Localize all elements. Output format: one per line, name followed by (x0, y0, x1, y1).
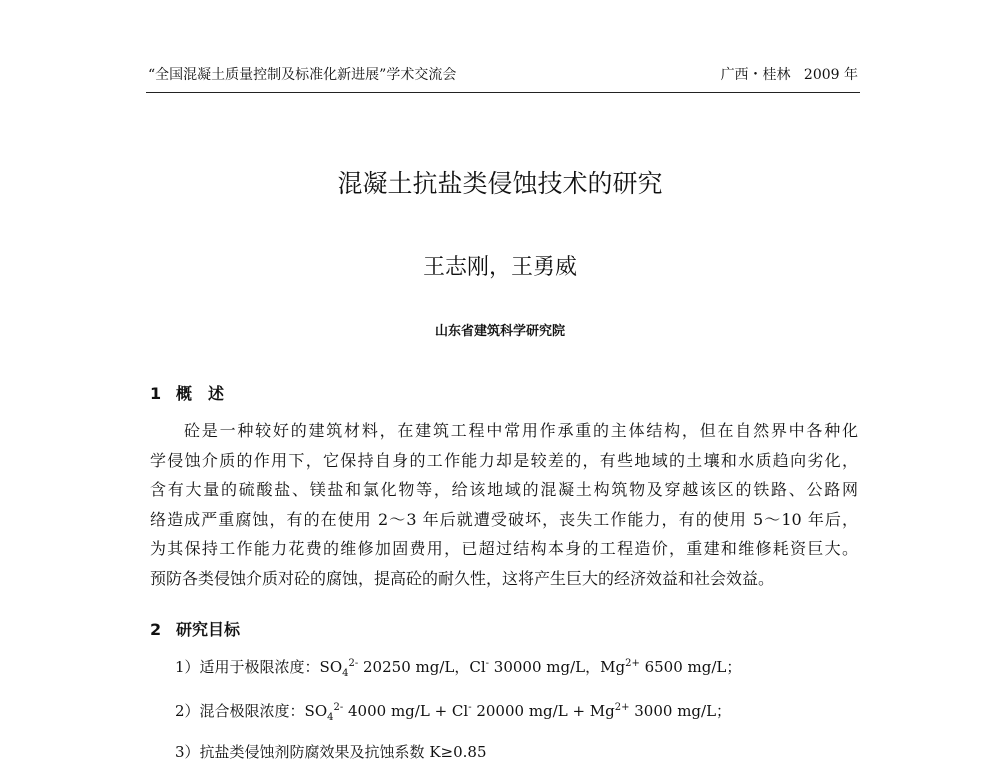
superscript: 2+ (614, 702, 630, 713)
item-text: 6500 mg/L； (639, 658, 742, 676)
affiliation: 山东省建筑科学研究院 (434, 324, 565, 339)
item-text: 3）抗盐类侵蚀剂防腐效果及抗蚀系数 K≥0.85 (175, 743, 487, 761)
item-text: 2）混合极限浓度：SO (175, 702, 328, 720)
paragraph-line: 含有大量的硫酸盐、镁盐和氯化物等，给该地域的混凝土构筑物及穿越该区的铁路、公路网 (150, 480, 858, 499)
section-heading-1 (150, 381, 224, 404)
list-item (175, 656, 741, 677)
location-year: 广西・桂林 2009 年 (720, 67, 858, 83)
paragraph-line: 学侵蚀介质的作用下，它保持自身的工作能力却是较差的，有些地域的土壤和水质趋向劣化， (150, 450, 858, 470)
item-text: 20250 mg/L，Cl (358, 658, 486, 676)
item-text: 30000 mg/L，Mg (489, 658, 626, 676)
subscript: 4 (342, 668, 349, 679)
conference-name: “全国混凝土质量控制及标准化新进展”学术交流会 (148, 67, 457, 83)
section-title: 研究目标 (176, 620, 241, 639)
item-text: 20000 mg/L + Mg (471, 702, 615, 720)
paper-title: 混凝土抗盐类侵蚀技术的研究 (337, 169, 663, 198)
paragraph-line: 络造成严重腐蚀，有的在使用 2～3 年后就遭受破坏，丧失工作能力，有的使用 5～10 年后， (150, 509, 858, 529)
overview-paragraph (150, 416, 858, 593)
section-number: 1 (150, 384, 162, 403)
authors: 王志刚，王勇威 (422, 255, 577, 280)
superscript: 2- (333, 702, 344, 713)
paragraph-line: 为其保持工作能力花费的维修加固费用，已超过结构本身的工程造价，重建和维修耗资巨大。 (150, 539, 858, 558)
list-item (175, 741, 487, 762)
section-number: 2 (150, 620, 162, 639)
superscript: 2+ (625, 658, 640, 669)
superscript: - (468, 702, 472, 713)
paragraph-line: 砼是一种较好的建筑材料，在建筑工程中常用作承重的主体结构，但在自然界中各种化 (184, 421, 858, 440)
list-item (175, 700, 731, 721)
item-text: 3000 mg/L； (629, 702, 732, 720)
superscript: 2- (348, 658, 359, 669)
running-header (148, 64, 858, 84)
section-title: 概 述 (176, 384, 225, 403)
paragraph-line: 预防各类侵蚀介质对砼的腐蚀，提高砼的耐久性，这将产生巨大的经济效益和社会效益。 (150, 568, 775, 588)
item-text: 1）适用于极限浓度：SO (175, 658, 343, 676)
item-text: 4000 mg/L + Cl (343, 702, 469, 720)
subscript: 4 (327, 712, 334, 723)
superscript: - (485, 658, 490, 669)
section-heading-2 (150, 617, 240, 640)
header-rule (146, 92, 860, 93)
